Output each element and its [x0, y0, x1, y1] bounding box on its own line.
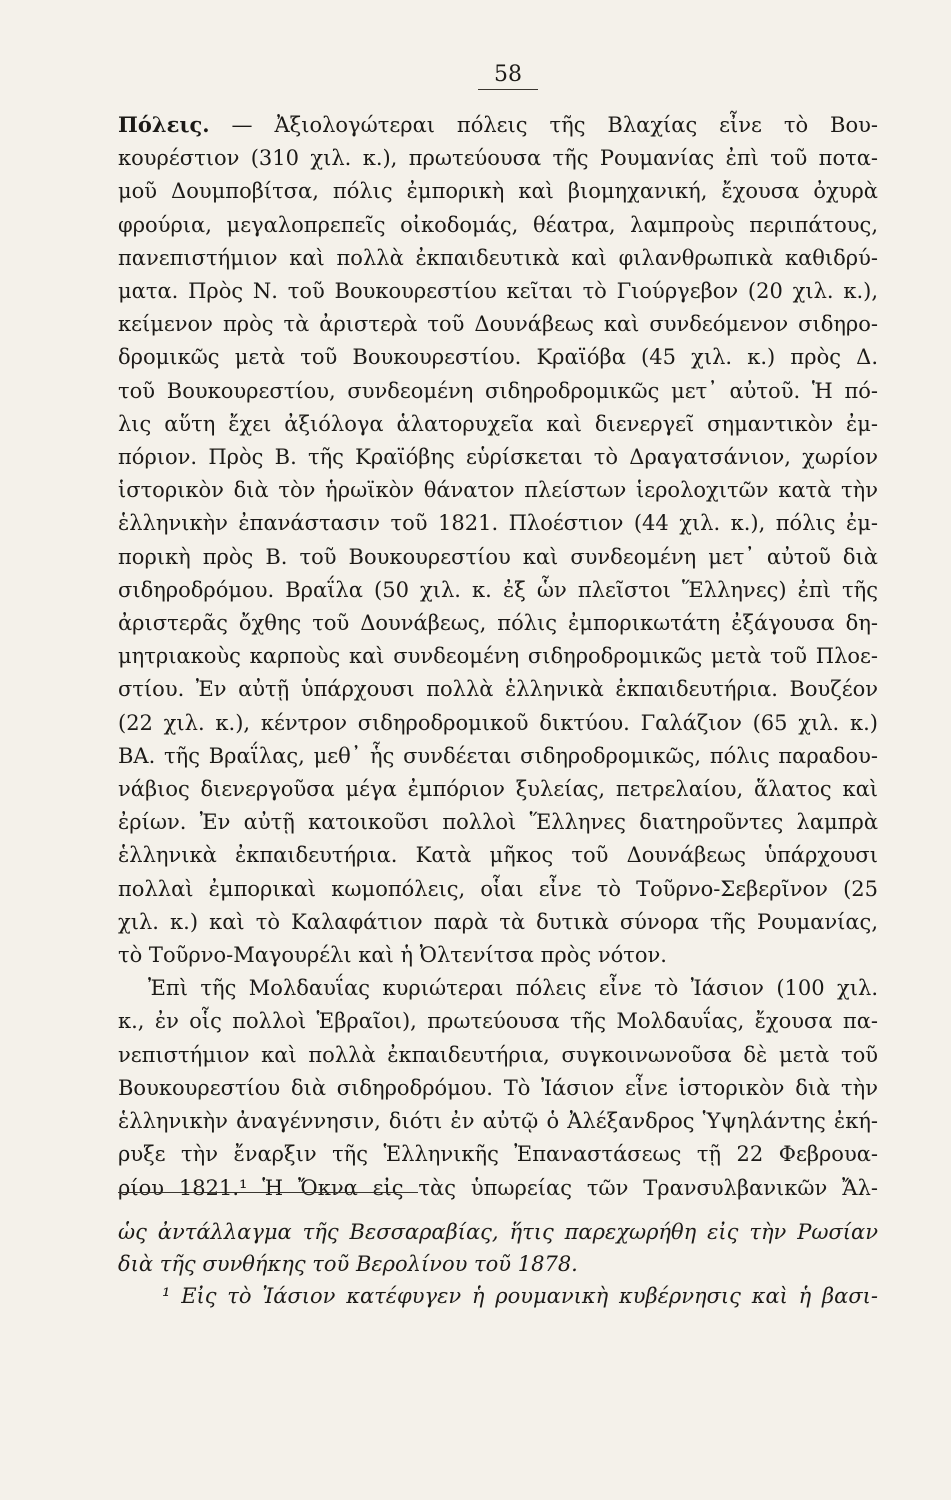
text-line: ματα. Πρὸς Ν. τοῦ Βουκουρεστίου κεῖται τὸ Γιούργεβον (20 χιλ. κ.),	[118, 279, 878, 304]
text-line: πολλαὶ ἐμπορικαὶ κωμοπόλεις, οἷαι εἶνε τὸ Τοῦρνο-Σεβερῖνον (25	[118, 876, 878, 901]
text-line: τὸ Τοῦρνο-Μαγουρέλι καὶ ἡ Ὀλτενίτσα πρὸς νότον.	[118, 943, 667, 968]
text-line: φρούρια, μεγαλοπρεπεῖς οἰκοδομάς, θέατρα, λαμπροὺς περιπάτους,	[118, 212, 878, 237]
text-line: Πόλεις. — Ἀξιολογώτεραι πόλεις τῆς Βλαχίας εἶνε τὸ Βου-	[118, 112, 878, 137]
text-line: ρίου 1821.¹ Ἡ Ὄκνα εἰς τὰς ὑπωρείας τῶν Τρανσυλβανικῶν Ἄλ-	[118, 1175, 878, 1200]
footnote-line: διὰ τῆς συνθήκης τοῦ Βερολίνου τοῦ 1878.	[118, 1252, 578, 1276]
text-line: πορικὴ πρὸς Β. τοῦ Βουκουρεστίου καὶ συνδεομένη μετ᾽ αὐτοῦ διὰ	[118, 544, 878, 569]
text-line: λις αὕτη ἔχει ἀξιόλογα ἁλατορυχεῖα καὶ διενεργεῖ σημαντικὸν ἐμ-	[118, 411, 878, 436]
text-line: κ., ἐν οἷς πολλοὶ Ἑβραῖοι), πρωτεύουσα τῆς Μολδαυΐας, ἔχουσα πα-	[118, 1009, 878, 1034]
text-line: ἐρίων. Ἐν αὐτῇ κατοικοῦσι πολλοὶ Ἕλληνες διατηροῦντες λαμπρὰ	[118, 810, 878, 835]
text-line: νεπιστήμιον καὶ πολλὰ ἐκπαιδευτήρια, συγκοινωνοῦσα δὲ μετὰ τοῦ	[118, 1042, 878, 1067]
main-text	[118, 108, 878, 1205]
page-number: 58	[478, 62, 538, 90]
text-line: ἑλληνικὰ ἐκπαιδευτήρια. Κατὰ μῆκος τοῦ Δουνάβεως ὑπάρχουσι	[118, 843, 878, 868]
text-line: ρυξε τὴν ἔναρξιν τῆς Ἑλληνικῆς Ἐπαναστάσεως τῇ 22 Φεβρουα-	[118, 1142, 878, 1167]
text-line: δρομικῶς μετὰ τοῦ Βουκουρεστίου. Κραϊόβα (45 χιλ. κ.) πρὸς Δ.	[118, 345, 878, 370]
text-line: ἑλληνικὴν ἀναγέννησιν, διότι ἐν αὐτῷ ὁ Ἀλέξανδρος Ὑψηλάντης ἐκή-	[118, 1109, 878, 1134]
text-line: ἱστορικὸν διὰ τὸν ἡρωϊκὸν θάνατον πλείστων ἱερολοχιτῶν κατὰ τὴν	[118, 478, 878, 503]
footnote-line: ὡς ἀντάλλαγμα τῆς Βεσσαραβίας, ἥτις παρεχωρήθη εἰς τὴν Ρωσίαν	[118, 1220, 878, 1244]
footnote-line: ¹ Εἰς τὸ Ἰάσιον κατέφυγεν ἡ ρουμανικὴ κυβέρνησις καὶ ἡ βασι-	[162, 1284, 878, 1308]
text-line: ἑλληνικὴν ἐπανάστασιν τοῦ 1821. Πλοέστιον (44 χιλ. κ.), πόλις ἐμ-	[118, 511, 878, 536]
text-line: τοῦ Βουκουρεστίου, συνδεομένη σιδηροδρομικῶς μετ᾽ αὐτοῦ. Ἡ πό-	[118, 378, 878, 403]
text-line: ἀριστερᾶς ὄχθης τοῦ Δουνάβεως, πόλις ἐμπορικωτάτη ἐξάγουσα δη-	[118, 611, 878, 636]
text-line: νάβιος διενεργοῦσα μέγα ἐμπόριον ξυλείας, πετρελαίου, ἅλατος καὶ	[118, 777, 878, 802]
text-line: σιδηροδρόμου. Βραΐλα (50 χιλ. κ. ἐξ ὧν πλεῖστοι Ἕλληνες) ἐπὶ τῆς	[118, 577, 878, 602]
text-line: μοῦ Δουμποβίτσα, πόλις ἐμπορικὴ καὶ βιομηχανική, ἔχουσα ὀχυρὰ	[118, 179, 878, 204]
text-line: πανεπιστήμιον καὶ πολλὰ ἐκπαιδευτικὰ καὶ φιλανθρωπικὰ καθιδρύ-	[118, 245, 878, 270]
text-line: Βουκουρεστίου διὰ σιδηροδρόμου. Τὸ Ἰάσιον εἶνε ἱστορικὸν διὰ τὴν	[118, 1075, 878, 1100]
text-line: κουρέστιον (310 χιλ. κ.), πρωτεύουσα τῆς Ρουμανίας ἐπὶ τοῦ ποτα-	[118, 146, 878, 171]
text-line: στίου. Ἐν αὐτῇ ὑπάρχουσι πολλὰ ἑλληνικὰ ἐκπαιδευτήρια. Βουζέον	[118, 677, 878, 702]
text-line: (22 χιλ. κ.), κέντρον σιδηροδρομικοῦ δικτύου. Γαλάζιον (65 χιλ. κ.)	[118, 710, 878, 735]
section-heading: Πόλεις.	[118, 112, 210, 137]
text-line: Ἐπὶ τῆς Μολδαυΐας κυριώτεραι πόλεις εἶνε τὸ Ἰάσιον (100 χιλ.	[148, 976, 878, 1001]
footnote-divider	[118, 1192, 418, 1193]
footnotes	[118, 1216, 878, 1312]
text-line: πόριον. Πρὸς Β. τῆς Κραϊόβης εὑρίσκεται τὸ Δραγατσάνιον, χωρίον	[118, 445, 878, 470]
text-line: χιλ. κ.) καὶ τὸ Καλαφάτιον παρὰ τὰ δυτικὰ σύνορα τῆς Ρουμανίας,	[118, 909, 878, 934]
text-line: ΒΑ. τῆς Βραΐλας, μεθ᾽ ἧς συνδέεται σιδηροδρομικῶς, πόλις παραδου-	[118, 743, 878, 768]
text-line: κείμενον πρὸς τὰ ἀριστερὰ τοῦ Δουνάβεως καὶ συνδεόμενον σιδηρο-	[118, 312, 878, 337]
text-line: μητριακοὺς καρποὺς καὶ συνδεομένη σιδηροδρομικῶς μετὰ τοῦ Πλοε-	[118, 644, 878, 669]
